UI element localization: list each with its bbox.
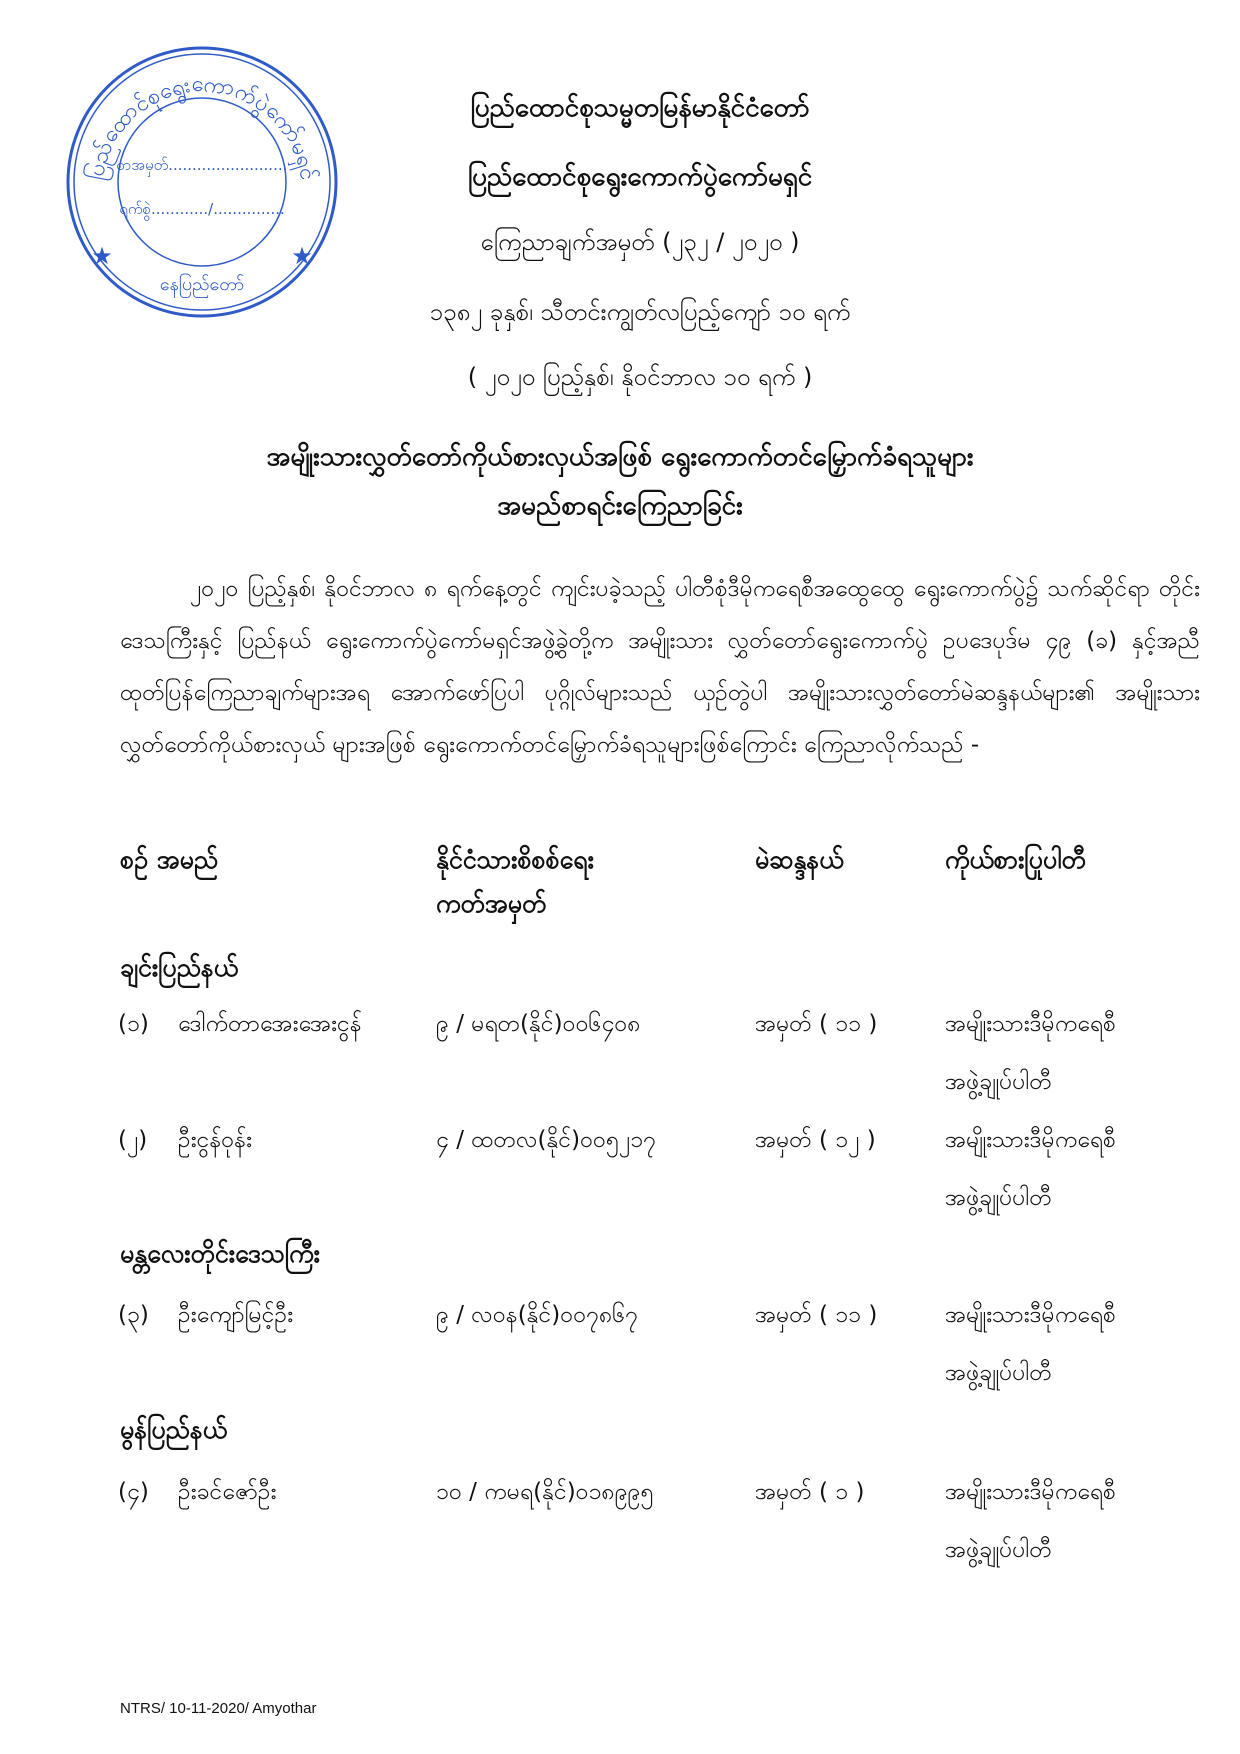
- party-line-1: အမျိုးသားဒီမိုကရေစီ: [945, 1011, 1116, 1037]
- header-commission: ပြည်ထောင်စုရွေးကောက်ပွဲကော်မရှင်: [467, 162, 813, 192]
- announcement-number: ကြေညာချက်အမှတ် (၂၃၂ / ၂၀၂၀ ): [480, 228, 800, 256]
- party: [945, 1111, 1185, 1227]
- title-line-1: အမျိုးသားလွှတ်တော်ကိုယ်စားလှယ်အဖြစ် ရွေးကောက်တင်မြှောက်ခံရသူများ: [266, 442, 974, 472]
- row-number: (၃): [118, 1302, 149, 1328]
- nrc-number: ၄ / ထတလ(နိုင်)၀၀၅၂၁၇: [436, 1127, 657, 1153]
- header-country: ပြည်ထောင်စုသမ္မတမြန်မာနိုင်ငံတော်: [470, 93, 810, 123]
- party-line-2: အဖွဲ့ချုပ်ပါတီ: [945, 1069, 1052, 1095]
- row-number: (၄): [118, 1479, 149, 1505]
- date-gregorian: ( ၂၀၂၀ ပြည့်နှစ်၊ နိုဝင်ဘာလ ၁၀ ရက် ): [467, 363, 813, 391]
- nrc-number: ၁၀ / ကမရ(နိုင်)၀၁၈၉၉၅: [436, 1479, 654, 1505]
- header-nrc-line-2: ကတ်အမှတ်: [436, 889, 547, 918]
- seal-line-1: စာအမှတ်.........................: [116, 156, 288, 174]
- seal-ring-text: ပြည်ထောင်စုရွေးကောက်ပွဲကော်မရှင်: [83, 71, 321, 183]
- party-line-2: အဖွဲ့ချုပ်ပါတီ: [945, 1360, 1052, 1386]
- candidate-name: ဒေါက်တာအေးအေးငွန်: [178, 1011, 362, 1037]
- header-constituency: မဲဆန္ဒနယ်: [755, 845, 844, 874]
- party-line-1: အမျိုးသားဒီမိုကရေစီ: [945, 1127, 1116, 1153]
- date-myanmar: ၁၃၈၂ ခုနှစ်၊ သီတင်းကျွတ်လပြည့်ကျော် ၁၀ ရက်: [429, 298, 851, 326]
- candidate-name: ဦးကျော်မြင့်ဦး: [178, 1302, 294, 1328]
- header-nrc-line-1: နိုင်ငံသားစိစစ်ရေး: [436, 845, 594, 874]
- seal-bottom-text: နေပြည်တော်: [159, 274, 245, 295]
- row-number: (၁): [118, 1011, 149, 1037]
- constituency: အမှတ် ( ၁၁ ): [755, 1302, 878, 1328]
- constituency: အမှတ် ( ၁၂ ): [755, 1127, 876, 1153]
- seal-star-right-icon: ★: [291, 242, 313, 270]
- region-heading: ချင်းပြည်နယ်: [120, 953, 239, 982]
- party-line-1: အမျိုးသားဒီမိုကရေစီ: [945, 1479, 1116, 1505]
- party-line-2: အဖွဲ့ချုပ်ပါတီ: [945, 1537, 1052, 1563]
- party: [945, 995, 1185, 1111]
- commission-seal: [62, 42, 342, 322]
- party: [945, 1286, 1185, 1402]
- region-heading: မန္တလေးတိုင်းဒေသကြီး: [120, 1239, 320, 1268]
- title-line-2: အမည်စာရင်းကြေညာခြင်း: [497, 491, 743, 521]
- nrc-number: ၉ / လဝန(နိုင်)၀၀၇၈၆၇: [436, 1302, 639, 1328]
- header-name: စဉ် အမည်: [120, 845, 219, 874]
- seal-star-left-icon: ★: [91, 242, 113, 270]
- footer-reference: NTRS/ 10-11-2020/ Amyothar: [120, 1700, 317, 1717]
- constituency: အမှတ် ( ၁၁ ): [755, 1011, 878, 1037]
- candidate-name: ဦးငွန်ဝုန်း: [178, 1127, 252, 1153]
- constituency: အမှတ် ( ၁ ): [755, 1479, 865, 1505]
- row-number: (၂): [118, 1127, 148, 1153]
- nrc-number: ၉ / မရတ(နိုင်)၀၀၆၄၀၈: [436, 1011, 641, 1037]
- region-heading: မွန်ပြည်နယ်: [120, 1415, 228, 1444]
- party-line-1: အမျိုးသားဒီမိုကရေစီ: [945, 1302, 1116, 1328]
- party: [945, 1463, 1185, 1579]
- party-line-2: အဖွဲ့ချုပ်ပါတီ: [945, 1185, 1052, 1211]
- body-paragraph: ၂၀၂၀ ပြည့်နှစ်၊ နိုဝင်ဘာလ ၈ ရက်နေ့တွင် ကျင်းပခဲ့သည့် ပါတီစုံဒီမိုကရေစီအထွေထွေ ရွေးကောက်ပွဲ၌ သက်ဆိုင်ရာ တိုင်းဒေသကြီးနှင့် ပြည်နယ် ရွေးကောက်ပွဲကော်မရှင်အဖွဲ့ခွဲတို့က အမျိုးသား လွှတ်တော်ရွေးကောက်ပွဲ ဥပဒေပုဒ်မ ၄၉ (ခ) နှင့်အညီ ထုတ်ပြန်ကြေညာချက်များအရ အောက်ဖော်ပြပါ ပုဂ္ဂိုလ်များသည် ယှဉ်တွဲပါ အမျိုးသားလွှတ်တော်မဲဆန္ဒနယ်များ၏ အမျိုးသားလွှတ်တော်ကိုယ်စားလှယ် များအဖြစ် ရွေးကောက်တင်မြှောက်ခံရသူများဖြစ်ကြောင်း ကြေညာလိုက်သည် -: [120, 576, 1200, 758]
- seal-line-2: ရက်စွဲ............/...............: [119, 200, 285, 218]
- candidate-name: ဦးခင်ဇော်ဦး: [178, 1479, 277, 1505]
- header-party: ကိုယ်စားပြုပါတီ: [945, 845, 1086, 874]
